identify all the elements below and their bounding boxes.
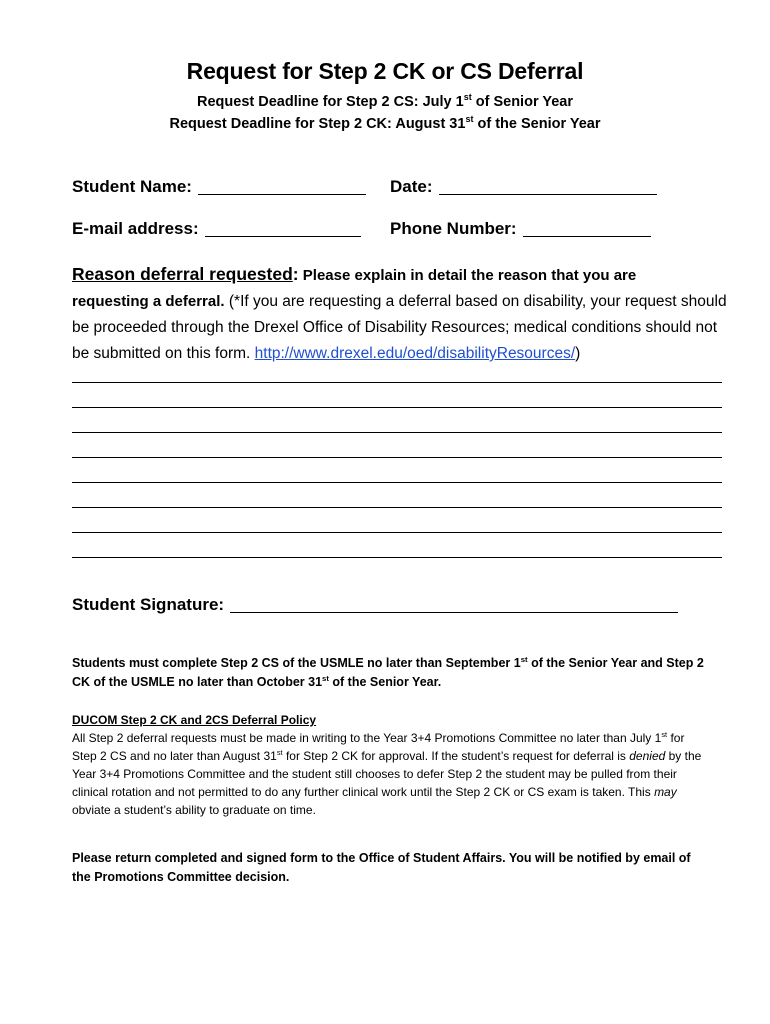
- policy-heading: DUCOM Step 2 CK and 2CS Deferral Policy: [72, 713, 317, 727]
- email-field[interactable]: [72, 218, 361, 239]
- policy-sup: st: [661, 730, 668, 739]
- completion-notice-text: of the Senior Year.: [328, 675, 442, 689]
- policy-text: by the Year 3+4 Promotions Committee and the student still chooses to defer Step 2 the student may be pulled from their clinical rotation and not permitted to do any further clinical work until the Step 2 CK or CS exam is taken. This: [72, 749, 702, 799]
- email-label: E-mail address:: [72, 219, 199, 238]
- signature-label: Student Signature:: [72, 595, 225, 614]
- reason-disability-note: (*If you are requesting a deferral based on disability, your request should be proceeded through the Drexel Office of Disability Resources; medical conditions should not be submitted on this form.: [72, 293, 727, 362]
- completion-notice-sup: st: [322, 673, 329, 683]
- student-name-label: Student Name:: [72, 177, 192, 196]
- phone-blank[interactable]: [523, 218, 651, 237]
- deadline-step2-ck: [0, 116, 770, 132]
- student-signature-field[interactable]: [72, 594, 678, 615]
- phone-label: Phone Number:: [390, 219, 517, 238]
- disability-resources-link[interactable]: http://www.drexel.edu/oed/disabilityResources/: [254, 345, 576, 362]
- reason-writing-line[interactable]: [72, 557, 722, 558]
- deadline-ck-sup: st: [465, 114, 474, 125]
- phone-field[interactable]: [390, 218, 651, 239]
- email-blank[interactable]: [205, 218, 361, 237]
- reason-writing-line[interactable]: [72, 507, 722, 508]
- completion-notice-text: Students must complete Step 2 CS of the USMLE no later than September 1: [72, 656, 521, 670]
- policy-emphasis: denied: [629, 749, 666, 763]
- reason-writing-line[interactable]: [72, 457, 722, 458]
- reason-close-paren: ): [575, 345, 581, 362]
- reason-section: [72, 261, 732, 367]
- policy-text: for Step 2 CS and no later than August 31: [72, 731, 685, 763]
- reason-instruction-cont: requesting a deferral.: [72, 293, 225, 310]
- reason-writing-line[interactable]: [72, 482, 722, 483]
- reason-writing-line[interactable]: [72, 407, 722, 408]
- date-field[interactable]: [390, 176, 657, 197]
- reason-writing-line[interactable]: [72, 432, 722, 433]
- deferral-policy: [72, 711, 712, 819]
- policy-text: All Step 2 deferral requests must be made in writing to the Year 3+4 Promotions Committee no later than July 1: [72, 731, 662, 745]
- completion-notice-text: of the Senior Year and Step 2 CK of the USMLE no later than October 31: [72, 656, 704, 689]
- policy-emphasis: may: [654, 785, 677, 799]
- policy-text: for Step 2 CK for approval. If the student’s request for deferral is: [282, 749, 630, 763]
- student-name-blank[interactable]: [198, 176, 366, 195]
- reason-writing-line[interactable]: [72, 532, 722, 533]
- deadline-cs-sup: st: [463, 92, 472, 103]
- completion-notice: [72, 654, 712, 692]
- policy-text: obviate a student’s ability to graduate on time.: [72, 803, 316, 817]
- signature-blank[interactable]: [230, 594, 678, 613]
- deadline-cs-tail: of Senior Year: [471, 94, 573, 110]
- date-blank[interactable]: [439, 176, 657, 195]
- deadline-step2-cs: [0, 94, 770, 110]
- reason-colon: :: [292, 264, 299, 284]
- reason-heading: Reason deferral requested: [72, 264, 293, 284]
- reason-instruction: Please explain in detail the reason that you are: [298, 267, 637, 284]
- deadline-cs-text: Request Deadline for Step 2 CS: July 1: [197, 94, 464, 110]
- deadline-ck-text: Request Deadline for Step 2 CK: August 31: [169, 116, 466, 132]
- policy-sup: st: [276, 748, 283, 757]
- completion-notice-sup: st: [520, 654, 528, 664]
- date-label: Date:: [390, 177, 433, 196]
- page-title: Request for Step 2 CK or CS Deferral: [186, 58, 584, 84]
- student-name-field[interactable]: [72, 176, 366, 197]
- return-notice: Please return completed and signed form to the Office of Student Affairs. You will be notified by email of the Promotions Committee decision.: [72, 851, 691, 884]
- reason-writing-line[interactable]: [72, 382, 722, 383]
- deadline-ck-tail: of the Senior Year: [473, 116, 601, 132]
